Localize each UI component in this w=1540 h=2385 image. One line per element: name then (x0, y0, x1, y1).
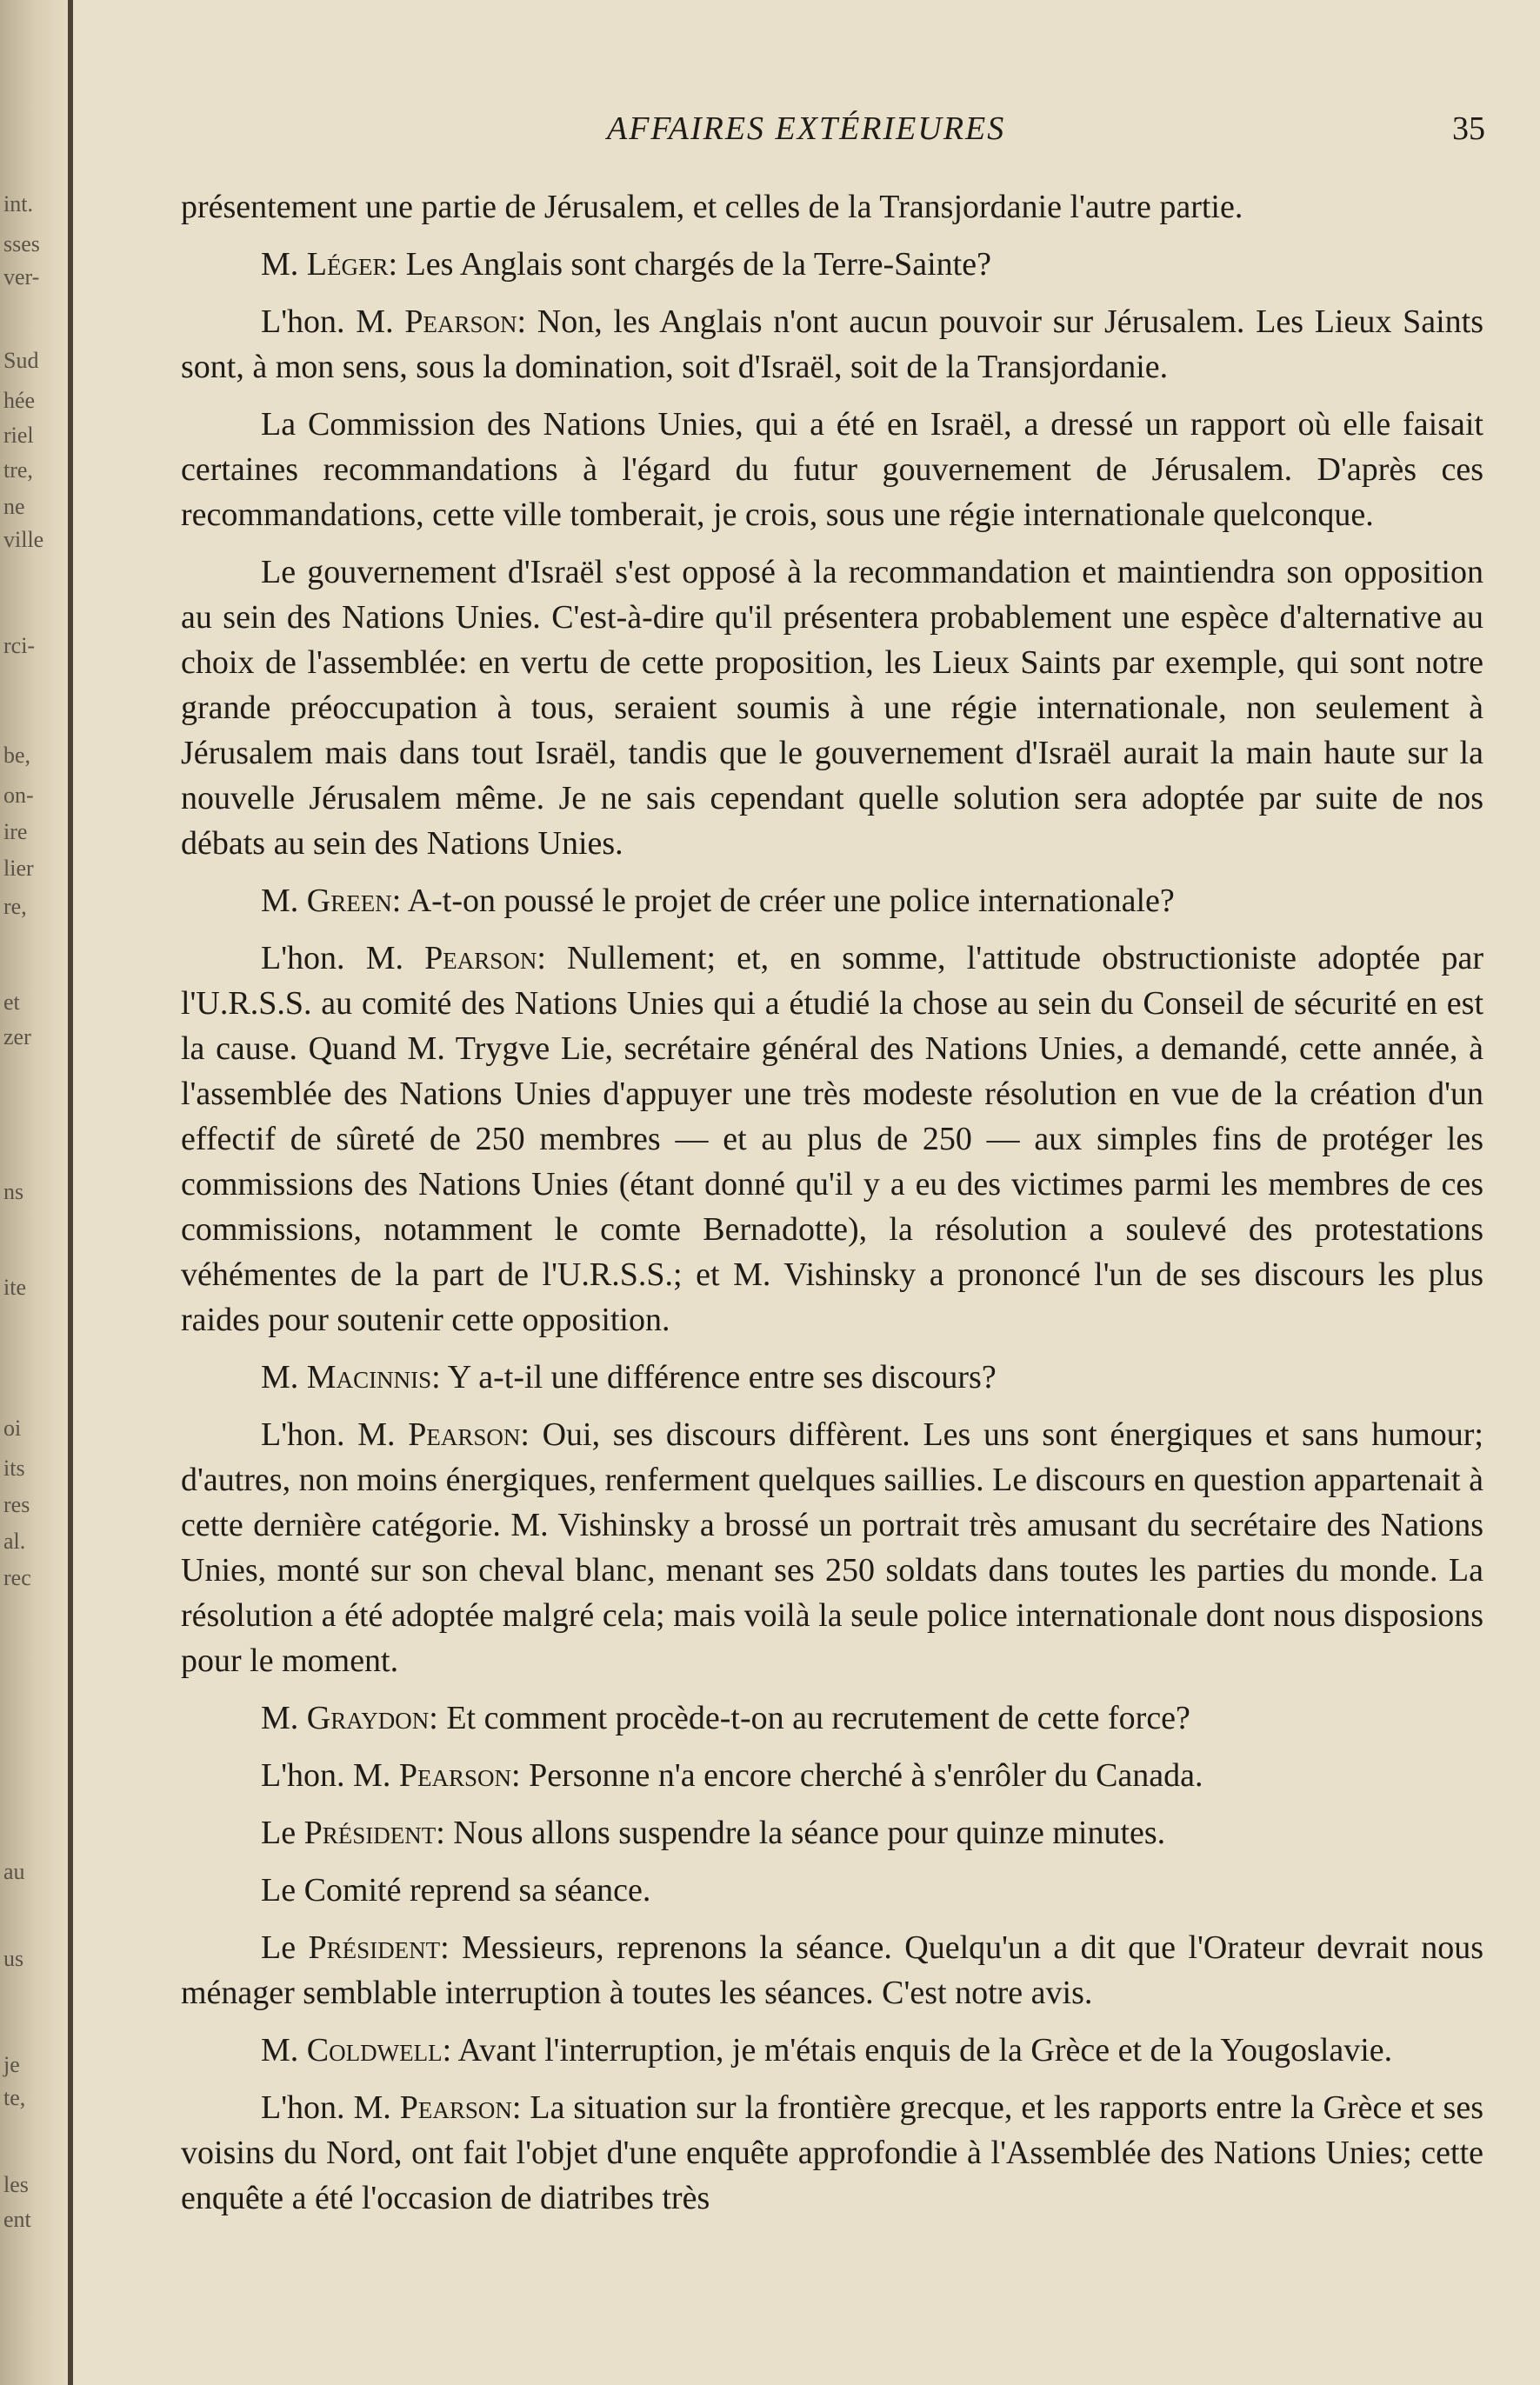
speaker-name: Green (306, 883, 392, 919)
speaker-name: Léger (306, 246, 389, 283)
paragraph-text: : Et comment procède-t-on au recrutement de cette force? (429, 1700, 1190, 1736)
speaker-prefix: L'hon. M. (261, 1757, 399, 1794)
speaker-name: Président (308, 1929, 441, 1966)
text-paragraph (181, 1868, 1483, 1913)
page-number: 35 (1452, 110, 1485, 147)
margin-fragment: ns (3, 1179, 24, 1204)
paragraph-text: : Avant l'interruption, je m'étais enquis de la Grèce et de la Yougoslavie. (442, 2032, 1393, 2069)
margin-fragment: lier (3, 856, 34, 881)
margin-fragment: ver- (3, 264, 40, 290)
speech-paragraph (181, 936, 1483, 1342)
paragraph-text: : Non, les Anglais n'ont aucun pouvoir sur Jérusalem. Les Lieux Saints sont, à mon sens, sous la domination, soit d'Israël, soit de la Transjordanie. (181, 303, 1483, 385)
margin-fragment: us (3, 1946, 24, 1971)
margin-fragment: hée (3, 388, 36, 413)
speaker-name: Pearson (404, 303, 517, 340)
margin-fragment: ent (3, 2207, 31, 2232)
paragraph-text: présentement une partie de Jérusalem, et celles de la Transjordanie l'autre partie. (181, 189, 1243, 225)
paragraph-text: : A-t-on poussé le projet de créer une police internationale? (391, 883, 1175, 919)
margin-fragment: au (3, 1859, 25, 1884)
speaker-prefix: L'hon. M. (261, 1416, 409, 1453)
text-paragraph (181, 550, 1483, 866)
speech-paragraph (181, 1412, 1483, 1683)
speech-paragraph (181, 299, 1483, 390)
speaker-name: Pearson (399, 2089, 512, 2126)
speaker-name: Pearson (408, 1416, 521, 1453)
speaker-name: Président (303, 1815, 437, 1851)
margin-fragment: its (3, 1456, 25, 1481)
margin-fragment: Sud (3, 348, 39, 373)
speech-paragraph (181, 878, 1483, 923)
speech-paragraph (181, 1810, 1483, 1855)
speaker-name: Macinnis (306, 1359, 432, 1396)
margin-fragment: je (3, 2052, 20, 2077)
margin-fragment: riel (3, 423, 34, 448)
paragraph-text: La Commission des Nations Unies, qui a été en Israël, a dressé un rapport où elle faisait certaines recommandations à l'égard du futur gouvernement de Jérusalem. D'après ces recommandations, cette ville tomberait, je crois, sous une régie internationale quelconque. (181, 406, 1483, 533)
speaker-name: Coldwell (306, 2032, 443, 2069)
paragraph-text: : Personne n'a encore cherché à s'enrôler du Canada. (511, 1757, 1203, 1794)
margin-fragment: re, (3, 894, 27, 919)
paragraph-text: : Messieurs, reprenons la séance. Quelqu'un a dit que l'Orateur devrait nous ménager semblable interruption à toutes les séances. C'est notre avis. (181, 1929, 1483, 2011)
text-paragraph (181, 184, 1483, 230)
running-title: AFFAIRES EXTÉRIEURES (607, 110, 1006, 147)
running-head (181, 110, 1483, 153)
margin-fragment: ite (3, 1275, 26, 1300)
speaker-prefix: M. (261, 1700, 307, 1736)
margin-fragment: al. (3, 1529, 26, 1554)
speech-paragraph (181, 1355, 1483, 1400)
speech-paragraph (181, 1753, 1483, 1798)
speaker-prefix: M. (261, 1359, 307, 1396)
speaker-prefix: M. (261, 883, 307, 919)
speaker-prefix: Le (261, 1815, 304, 1851)
speaker-name: Pearson (398, 1757, 512, 1794)
speaker-prefix: L'hon. M. (261, 303, 405, 340)
speaker-prefix: L'hon. M. (261, 940, 425, 976)
margin-fragment: rci- (3, 633, 36, 658)
margin-fragment: ne (3, 494, 25, 519)
margin-fragment: ville (3, 527, 44, 552)
speech-paragraph (181, 242, 1483, 287)
margin-fragment: te, (3, 2085, 26, 2110)
margin-fragment: sses (3, 231, 40, 256)
paragraph-text: : Nous allons suspendre la séance pour quinze minutes. (436, 1815, 1166, 1851)
margin-fragment: on- (3, 783, 34, 808)
speaker-name: Pearson (424, 940, 537, 976)
paragraph-text: Le gouvernement d'Israël s'est opposé à la recommandation et maintiendra son opposition au sein des Nations Unies. C'est-à-dire qu'il présentera probablement une espèce d'alternative au choix de l'assemblée: en vertu de cette proposition, les Lieux Saints par exemple, qui sont notre grande préoccupation à tous, seraient soumis à une régie internationale, non seulement à Jérusalem mais dans tout Israël, tandis que le gouvernement d'Israël aurait la main haute sur la nouvelle Jérusalem même. Je ne sais cependant quelle solution sera adoptée par suite de nos débats au sein des Nations Unies. (181, 554, 1483, 862)
margin-fragment: oi (3, 1416, 22, 1441)
paragraph-text: : Nullement; et, en somme, l'attitude obstructioniste adoptée par l'U.R.S.S. au comité des Nations Unies qui a étudié la chose au sein du Conseil de sécurité en est la cause. Quand M. Trygve Lie, secrétaire général des Nations Unies, a demandé, cette année, à l'assemblée des Nations Unies d'appuyer une très modeste résolution en vue de la création d'un effectif de sûreté de 250 membres — et au plus de 250 — aux simples fins de protéger les commissions des Nations Unies (étant donné qu'il y a eu des victimes parmi les membres de ces commissions, notamment le comte Bernadotte), la résolution a soulevé des protestations véhémentes de la part de l'U.R.S.S.; et M. Vishinsky a prononcé l'un de ses discours les plus raides pour soutenir cette opposition. (181, 940, 1483, 1338)
margin-fragment: et (3, 989, 20, 1015)
speaker-prefix: M. (261, 2032, 307, 2069)
margin-fragment: rec (3, 1565, 31, 1590)
margin-fragment: res (3, 1492, 30, 1517)
margin-fragment: be, (3, 743, 31, 768)
margin-fragment: ire (3, 819, 28, 844)
paragraph-text: : Y a-t-il une différence entre ses discours? (431, 1359, 997, 1396)
speech-paragraph (181, 2085, 1483, 2221)
paragraph-text: : La situation sur la frontière grecque, et les rapports entre la Grèce et ses voisins du Nord, ont fait l'objet d'une enquête approfondie à l'Assemblée des Nations Unies; cette enquête a été l'occasion de diatribes très (181, 2089, 1483, 2216)
margin-fragment: int. (3, 191, 33, 217)
speech-paragraph (181, 2028, 1483, 2073)
text-paragraph (181, 402, 1483, 537)
paragraph-text: : Les Anglais sont chargés de la Terre-Sainte? (388, 246, 991, 283)
paragraph-text: Le Comité reprend sa séance. (261, 1872, 651, 1909)
margin-fragment: les (3, 2172, 29, 2197)
speaker-prefix: Le (261, 1929, 309, 1966)
speech-paragraph (181, 1695, 1483, 1741)
page-body (181, 184, 1483, 2233)
speaker-prefix: M. (261, 246, 307, 283)
speech-paragraph (181, 1925, 1483, 2015)
paragraph-text: : Oui, ses discours diffèrent. Les uns sont énergiques et sans humour; d'autres, non moins énergiques, renferment quelques saillies. Le discours en question appartenait à cette dernière catégorie. M. Vishinsky a brossé un portrait très amusant du secrétaire des Nations Unies, monté sur son cheval blanc, menant ses 250 soldats dans toutes les parties du monde. La résolution a été adoptée malgré cela; mais voilà la seule police internationale dont nous disposions pour le moment. (181, 1416, 1483, 1679)
page-fold-shadow (68, 0, 73, 2385)
speaker-name: Graydon (306, 1700, 430, 1736)
margin-fragment: tre, (3, 457, 33, 483)
margin-fragment: zer (3, 1024, 31, 1049)
speaker-prefix: L'hon. M. (261, 2089, 400, 2126)
